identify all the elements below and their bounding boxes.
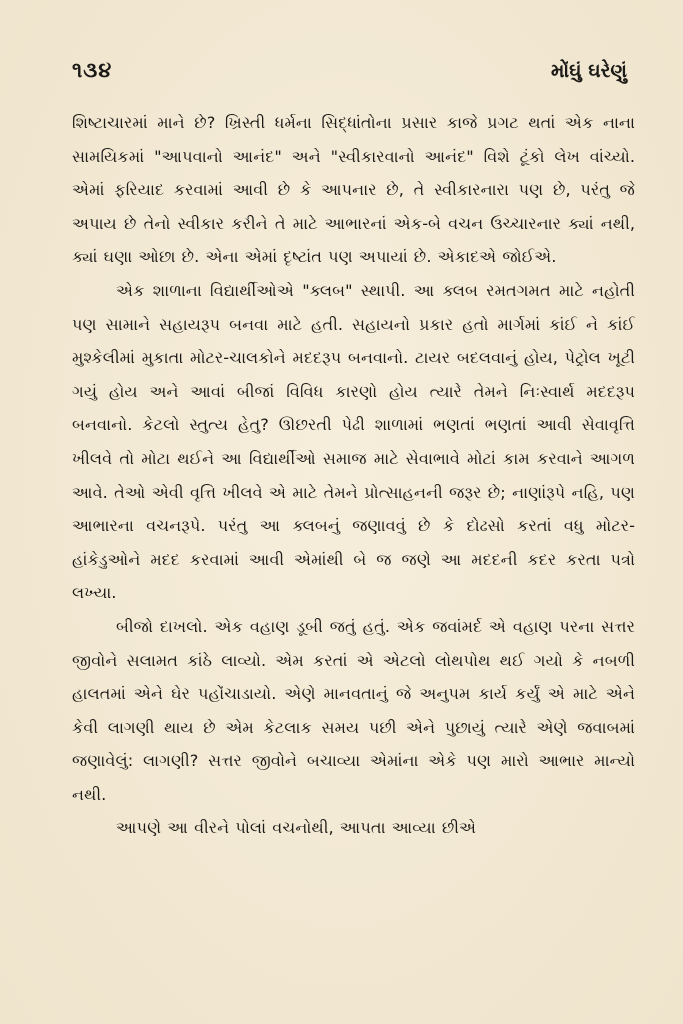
running-title: મોંઘું ઘરેણું: [551, 60, 627, 82]
body-text: [72, 106, 635, 845]
paragraph-1: શિષ્ટાચારમાં માને છે? ખ્રિસ્તી ધર્મના સિદ્ધાંતોના પ્રસાર કાજે પ્રગટ થતાં એક નાના સામયિકમાં "આપવાનો આનંદ" અને "સ્વીકારવાનો આનંદ" વિશે ટૂંકો લેખ વાંચ્યો. એમાં ફરિયાદ કરવામાં આવી છે કે આપનાર છે, તે સ્વીકારનારા પણ છે, પરંતુ જે અપાય છે તેનો સ્વીકાર કરીને તે માટે આભારનાં એક-બે વચન ઉચ્ચારનાર ક્યાં નથી, ક્યાં ઘણા ઓછા છે. એના એમાં દૃષ્ટાંત પણ અપાયાં છે. એકાદએ જોઈએ.: [72, 113, 635, 267]
page-header: [72, 58, 635, 102]
page-number: ૧૩૪: [72, 58, 113, 82]
paragraph-4: આપણે આ વીરને પોલાં વચનોથી, આપતા આવ્યા છીએ: [116, 818, 477, 838]
paragraph-2: એક શાળાના વિદ્યાર્થીઓએ "ક્લબ" સ્થાપી. આ ક્લબ રમતગમત માટે નહોતી પણ સામાને સહાયરૂપ બનવા માટે હતી. સહાયનો પ્રકાર હતો માર્ગમાં કાંઈ ને કાંઈ મુશ્કેલીમાં મુકાતા મોટર-ચાલકોને મદદરૂપ બનવાનો. ટાયર બદલવાનું હોય, પેટ્રોલ ખૂટી ગયું હોય અને આવાં બીજાં વિવિધ કારણો હોય ત્યારે તેમને નિઃસ્વાર્થ મદદરૂપ બનવાનો. કેટલો સ્તુત્ય હેતુ? ઊછરતી પેઢી શાળામાં ભણતાં ભણતાં આવી સેવાવૃત્તિ ખીલવે તો મોટા થઈને આ વિદ્યાર્થીઓ સમાજ માટે સેવાભાવે મોટાં કામ કરવાને આગળ આવે. તેઓ એવી વૃત્તિ ખીલવે એ માટે તેમને પ્રોત્સાહનની જરૂર છે; નાણાંરૂપે નહિ, પણ આભારના વચનરૂપે. પરંતુ આ ક્લબનું જણાવવું છે કે દોઢસો કરતાં વધુ મોટર-હાંકેડુઓને મદદ કરવામાં આવી એમાંથી બે જ જણે આ મદદની કદર કરતા પત્રો લખ્યા.: [72, 280, 635, 603]
paragraph-3: બીજો દાખલો. એક વહાણ ડૂબી જતું હતું. એક જવાંમર્દ એ વહાણ પરના સત્તર જીવોને સલામત કાંઠે લાવ્યો. એમ કરતાં એ એટલો લોથપોથ થઈ ગયો કે નબળી હાલતમાં એને ઘેર પહોંચાડાયો. એણે માનવતાનું જે અનુપમ કાર્ય કર્યું એ માટે એને કેવી લાગણી થાય છે એમ કેટલાક સમય પછી એને પુછાયું ત્યારે એણે જવાબમાં જણાવેલું: લાગણી? સત્તર જીવોને બચાવ્યા એમાંના એકે પણ મારો આભાર માન્યો નથી.: [72, 616, 635, 804]
